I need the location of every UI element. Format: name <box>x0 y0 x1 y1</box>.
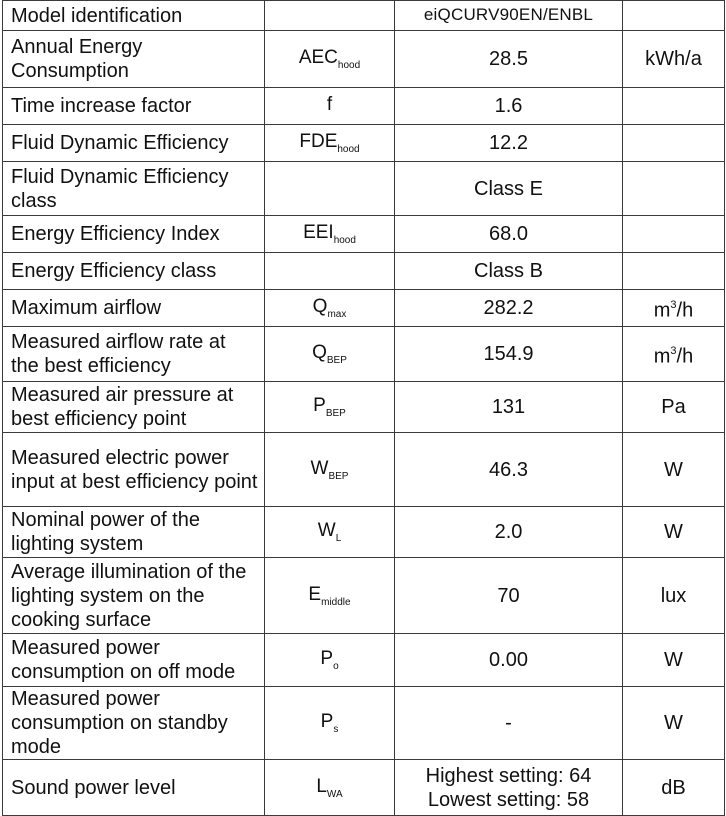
value-cell: 2.0 <box>395 507 623 558</box>
symbol-subscript: BEP <box>326 355 347 366</box>
symbol-cell <box>265 162 395 216</box>
symbol-main: Q <box>312 296 328 317</box>
symbol-main: W <box>310 457 329 479</box>
table-row-average-illumination <box>3 558 725 634</box>
param-cell: Fluid Dynamic Efficiency class <box>3 162 265 216</box>
table-row-sound-power-level <box>3 760 725 816</box>
symbol-main: P <box>313 395 326 416</box>
value-cell: 68.0 <box>395 216 623 253</box>
symbol-cell <box>265 507 395 558</box>
param-cell: Energy Efficiency Index <box>3 216 265 253</box>
table-row-time-increase-factor <box>3 88 725 125</box>
unit-tail: /h <box>676 299 694 322</box>
table-row-standby-power <box>3 687 725 760</box>
symbol-subscript: L <box>335 533 342 544</box>
table-row-maximum-airflow <box>3 290 725 327</box>
unit-cell <box>623 558 725 634</box>
table-row-fde-class <box>3 162 725 216</box>
param-cell: Model identification <box>3 1 265 31</box>
symbol-cell <box>265 125 395 162</box>
unit-cell <box>623 31 725 88</box>
unit-text: W <box>664 649 683 671</box>
param-cell: Nominal power of the lighting system <box>3 507 265 558</box>
symbol-cell <box>265 88 395 125</box>
table-body <box>3 1 725 816</box>
symbol-subscript: s <box>333 724 339 735</box>
symbol-main: FDE <box>299 131 338 152</box>
param-cell: Annual Energy Consumption <box>3 31 265 88</box>
value-cell: 282.2 <box>395 290 623 327</box>
value-cell: - <box>395 687 623 760</box>
symbol-cell <box>265 634 395 687</box>
value-cell: 70 <box>395 558 623 634</box>
table-row-fluid-dynamic-efficiency <box>3 125 725 162</box>
value-cell <box>395 760 623 816</box>
unit-cell <box>623 125 725 162</box>
unit-cell <box>623 507 725 558</box>
symbol-main: E <box>308 583 322 605</box>
param-cell: Average illumination of the lighting system on the cooking surface <box>3 558 265 634</box>
param-cell: Fluid Dynamic Efficiency <box>3 125 265 162</box>
symbol-cell <box>265 1 395 31</box>
symbol-cell <box>265 290 395 327</box>
param-cell: Energy Efficiency class <box>3 253 265 290</box>
value-cell: 131 <box>395 382 623 433</box>
value-cell: Class B <box>395 253 623 290</box>
unit-tail: /h <box>676 345 694 368</box>
symbol-main: AEC <box>298 47 338 68</box>
unit-text: Pa <box>661 396 686 418</box>
unit-text: W <box>664 458 683 481</box>
table-row-energy-efficiency-class <box>3 253 725 290</box>
symbol-cell <box>265 31 395 88</box>
symbol-subscript: BEP <box>325 408 346 419</box>
symbol-main: L <box>316 775 327 797</box>
symbol-subscript: max <box>327 309 347 320</box>
table-row-air-pressure-bep <box>3 382 725 433</box>
unit-cell <box>623 433 725 507</box>
unit-cell <box>623 634 725 687</box>
symbol-cell <box>265 433 395 507</box>
unit-cell <box>623 687 725 760</box>
unit-cell <box>623 216 725 253</box>
unit-cell <box>623 253 725 290</box>
symbol-cell <box>265 558 395 634</box>
symbol-cell <box>265 687 395 760</box>
unit-cell <box>623 1 725 31</box>
table-row-model-identification <box>3 1 725 31</box>
unit-text: W <box>664 712 683 734</box>
symbol-main: f <box>326 94 333 115</box>
param-cell: Time increase factor <box>3 88 265 125</box>
value-cell: Class E <box>395 162 623 216</box>
symbol-subscript: hood <box>333 235 356 246</box>
symbol-cell <box>265 253 395 290</box>
symbol-subscript: WA <box>326 788 343 800</box>
unit-text: W <box>664 521 683 543</box>
table-row-airflow-rate-bep <box>3 327 725 382</box>
value-cell: 28.5 <box>395 31 623 88</box>
unit-superscript: 3 <box>670 344 677 357</box>
table-row-off-mode-power <box>3 634 725 687</box>
value-cell: 12.2 <box>395 125 623 162</box>
value-line: Highest setting: 64 <box>425 764 592 787</box>
symbol-cell <box>265 382 395 433</box>
symbol-main: W <box>317 520 336 541</box>
symbol-main: P <box>320 711 334 732</box>
table-row-annual-energy-consumption <box>3 31 725 88</box>
value-line: Lowest setting: 58 <box>427 788 590 811</box>
unit-text: lux <box>660 584 687 607</box>
symbol-main: EEI <box>303 222 334 243</box>
symbol-subscript: o <box>333 661 339 672</box>
symbol-subscript: BEP <box>328 470 349 482</box>
param-cell: Measured airflow rate at the best efficiency <box>3 327 265 382</box>
unit-cell <box>623 760 725 816</box>
value-cell: 1.6 <box>395 88 623 125</box>
symbol-subscript: middle <box>321 596 351 608</box>
unit-cell <box>623 88 725 125</box>
unit-text: m <box>653 345 671 368</box>
unit-text: m <box>653 299 671 322</box>
table-row-energy-efficiency-index <box>3 216 725 253</box>
unit-superscript: 3 <box>670 298 677 311</box>
unit-text: kWh/a <box>645 48 702 70</box>
symbol-main: P <box>320 648 334 669</box>
param-cell: Measured electric power input at best efficiency point <box>3 433 265 507</box>
symbol-main: Q <box>312 342 327 363</box>
symbol-subscript: hood <box>337 144 360 155</box>
param-cell: Measured power consumption on standby mode <box>3 687 265 760</box>
unit-text: dB <box>661 776 686 799</box>
symbol-subscript: hood <box>337 60 361 71</box>
param-cell: Maximum airflow <box>3 290 265 327</box>
symbol-cell <box>265 216 395 253</box>
value-cell: 46.3 <box>395 433 623 507</box>
model-identifier: eiQCURV90EN/ENBL <box>395 1 623 31</box>
unit-cell <box>623 382 725 433</box>
table-row-electric-power-bep <box>3 433 725 507</box>
param-cell: Measured power consumption on off mode <box>3 634 265 687</box>
param-cell: Measured air pressure at best efficiency point <box>3 382 265 433</box>
unit-cell <box>623 162 725 216</box>
symbol-cell <box>265 327 395 382</box>
unit-cell <box>623 290 725 327</box>
unit-cell <box>623 327 725 382</box>
param-cell: Sound power level <box>3 760 265 816</box>
value-cell: 0.00 <box>395 634 623 687</box>
table-row-nominal-lighting-power <box>3 507 725 558</box>
value-cell: 154.9 <box>395 327 623 382</box>
symbol-cell <box>265 760 395 816</box>
energy-label-table <box>2 0 725 816</box>
